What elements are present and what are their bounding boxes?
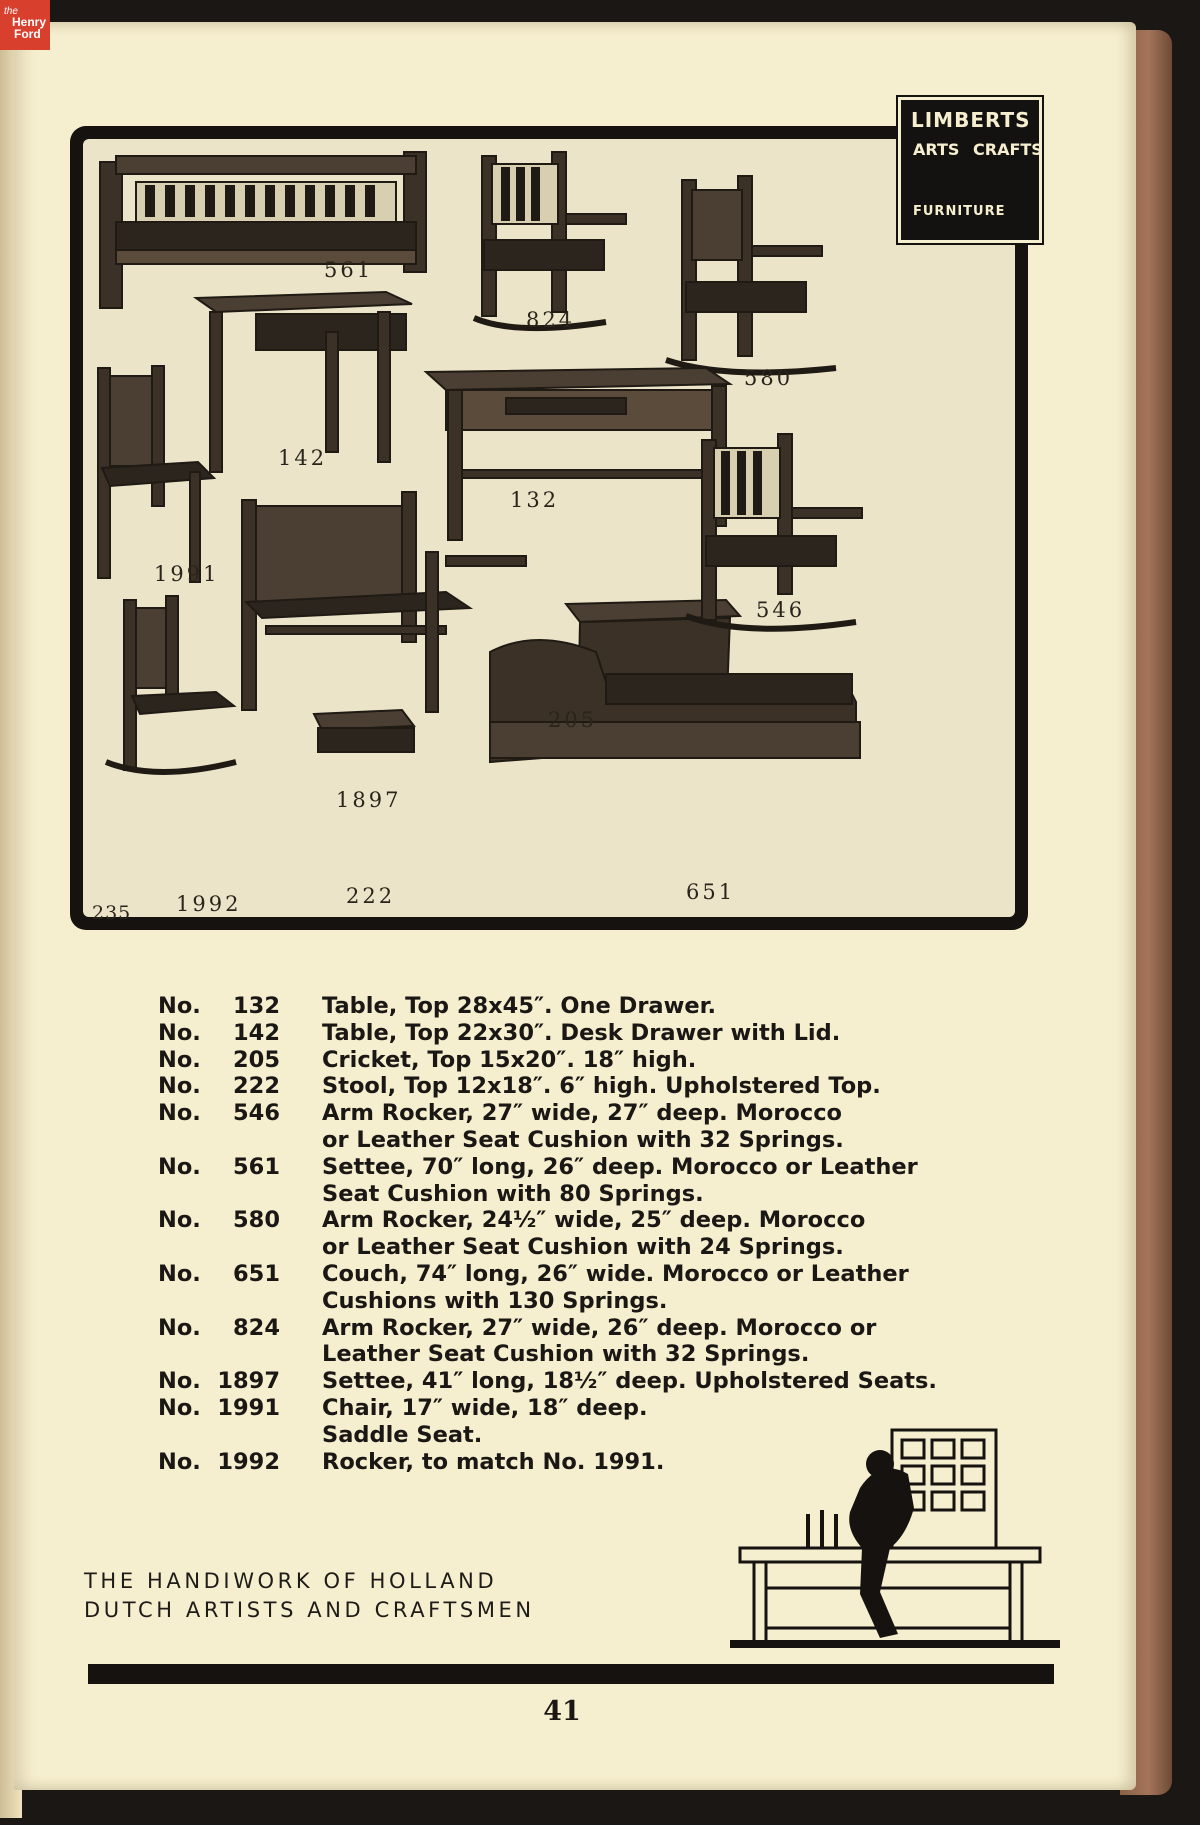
spec-model-number: 1897: [217, 1368, 280, 1395]
plate-label-205: 205: [548, 708, 598, 732]
logo-line-1: LIMBERTS: [911, 108, 1031, 132]
spec-description-line: Cricket, Top 15x20″. 18″ high.: [322, 1046, 697, 1073]
spec-description-line: or Leather Seat Cushion with 32 Springs.: [322, 1126, 844, 1153]
watermark-line-3: Ford: [14, 27, 41, 41]
spec-no-prefix: No.: [158, 1046, 201, 1073]
furniture-plate: [66, 122, 1032, 934]
spec-no-prefix: No.: [158, 1207, 201, 1234]
spec-model-number: 546: [233, 1100, 280, 1127]
spec-no-prefix: No.: [158, 1153, 201, 1180]
logo-line-2: ARTS: [913, 140, 960, 159]
spec-row: [158, 1047, 988, 1074]
plate-label-546: 546: [756, 598, 806, 622]
spec-row: [158, 1368, 988, 1395]
spec-description-line: Stool, Top 12x18″. 6″ high. Upholstered Top.: [322, 1073, 881, 1100]
spec-model-number: 142: [233, 1019, 280, 1046]
spec-description: [322, 1047, 988, 1074]
page-number: 41: [543, 1696, 581, 1727]
plate-label-142: 142: [278, 446, 328, 470]
spec-row: [158, 1207, 988, 1261]
spec-description-line: Saddle Seat.: [322, 1421, 483, 1448]
logo-line-4: FURNITURE: [913, 204, 1006, 219]
plate-label-222: 222: [346, 884, 396, 908]
spec-description-line: Chair, 17″ wide, 18″ deep.: [322, 1394, 648, 1421]
spec-description-line: Rocker, to match No. 1991.: [322, 1448, 665, 1475]
spec-description-line: Arm Rocker, 27″ wide, 27″ deep. Morocco: [322, 1100, 842, 1127]
spec-no-prefix: No.: [158, 1100, 201, 1127]
limberts-arts-crafts-logo: [898, 97, 1042, 243]
plate-label-1992: 1992: [176, 892, 242, 916]
stool-222-illustration: [314, 710, 414, 752]
plate-label-580: 580: [744, 366, 794, 390]
spec-row: [158, 1315, 988, 1369]
spec-no-prefix: No.: [158, 1314, 201, 1341]
spec-description-line: Table, Top 28x45″. One Drawer.: [322, 993, 717, 1019]
spec-description-line: Table, Top 22x30″. Desk Drawer with Lid.: [322, 1019, 841, 1046]
spec-row: [158, 1020, 988, 1047]
spec-description-line: Settee, 41″ long, 18½″ deep. Upholstered Seats.: [322, 1368, 937, 1395]
spec-description-line: Arm Rocker, 24½″ wide, 25″ deep. Morocco: [322, 1207, 866, 1234]
craftsman-workbench-illustration: [730, 1418, 1060, 1668]
spec-description: [322, 1100, 988, 1154]
spec-description-line: Arm Rocker, 27″ wide, 26″ deep. Morocco or: [322, 1314, 877, 1341]
footer-line-1: THE HANDIWORK OF HOLLAND: [84, 1569, 498, 1593]
spec-no-prefix: No.: [158, 1019, 201, 1046]
spec-description: [322, 1368, 988, 1395]
spec-row: [158, 1261, 988, 1315]
spec-description: [322, 1207, 988, 1261]
spec-description: [322, 1154, 988, 1208]
spec-row: [158, 993, 988, 1020]
spec-model-number: 580: [233, 1207, 280, 1234]
spec-model-number: 132: [233, 993, 280, 1019]
spec-row: [158, 1154, 988, 1208]
plate-label-1897: 1897: [336, 788, 402, 812]
footer-rule: [88, 1664, 1054, 1684]
spec-model-number: 205: [233, 1046, 280, 1073]
henry-ford-watermark: [0, 0, 50, 50]
spec-description-line: Leather Seat Cushion with 32 Springs.: [322, 1341, 810, 1368]
footer-line-2: DUTCH ARTISTS AND CRAFTSMEN: [84, 1598, 535, 1622]
plate-label-1991: 1991: [154, 562, 220, 586]
footer-tagline: [84, 1567, 535, 1625]
spec-description-line: Seat Cushion with 80 Springs.: [322, 1180, 704, 1207]
spec-model-number: 561: [233, 1153, 280, 1180]
plate-label-132: 132: [510, 488, 560, 512]
specification-list: [158, 993, 988, 1475]
spec-description: [322, 1020, 988, 1047]
spec-no-prefix: No.: [158, 1448, 201, 1475]
spec-model-number: 824: [233, 1314, 280, 1341]
watermark-line-2: Henry: [12, 15, 47, 29]
spec-no-prefix: No.: [158, 1260, 201, 1287]
spec-no-prefix: No.: [158, 1368, 201, 1395]
spec-no-prefix: No.: [158, 993, 201, 1019]
plate-illustration: [66, 122, 1032, 934]
spec-no-prefix: No.: [158, 1073, 201, 1100]
plate-label-824: 824: [526, 308, 576, 332]
spec-description-line: or Leather Seat Cushion with 24 Springs.: [322, 1234, 844, 1261]
spec-row: [158, 1100, 988, 1154]
spec-description: [322, 1315, 988, 1369]
spec-row: [158, 1073, 988, 1100]
plate-label-651: 651: [686, 880, 736, 904]
spec-model-number: 1992: [217, 1448, 280, 1475]
spec-description: [322, 1261, 988, 1315]
spec-no-prefix: No.: [158, 1394, 201, 1421]
watermark-line-1: the: [4, 6, 18, 17]
spec-description: [322, 1073, 988, 1100]
logo-line-3: CRAFTS: [973, 140, 1043, 159]
spec-description-line: Settee, 70″ long, 26″ deep. Morocco or Leather: [322, 1153, 918, 1180]
spec-description-line: Couch, 74″ long, 26″ wide. Morocco or Leather: [322, 1260, 909, 1287]
plate-label-235: 235: [92, 902, 132, 924]
spec-model-number: 1991: [217, 1394, 280, 1421]
spec-model-number: 651: [233, 1260, 280, 1287]
spec-description: [322, 993, 988, 1020]
spec-description-line: Cushions with 130 Springs.: [322, 1287, 668, 1314]
plate-label-561: 561: [324, 258, 374, 282]
spec-model-number: 222: [233, 1073, 280, 1100]
